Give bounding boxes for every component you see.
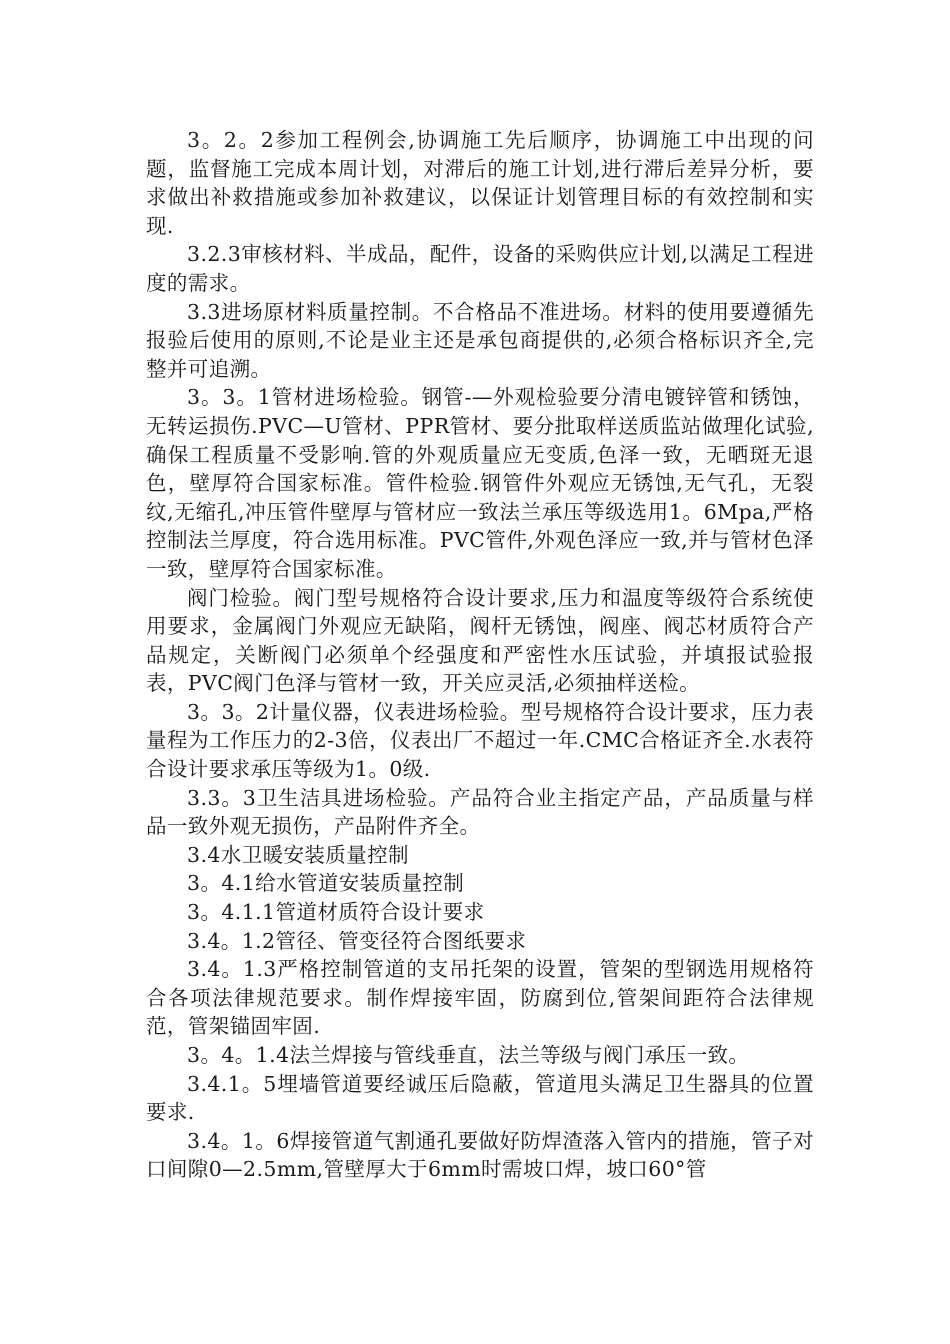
paragraph-3-3-2: 3。3。2计量仪器，仪表进场检验。型号规格符合设计要求，压力表量程为工作压力的2-3倍，仪表出厂不超过一年.CMC合格证齐全.水表符合设计要求承压等级为1。0级. xyxy=(146,699,814,782)
paragraph-3-4-1-3: 3.4。1.3严格控制管道的支吊托架的设置，管架的型钢选用规格符合各项法律规范要求。制作焊接牢固，防腐到位,管架间距符合法律规范，管架锚固牢固. xyxy=(146,957,814,1039)
document-body xyxy=(146,126,814,1184)
paragraph-3-2-3: 3.2.3审核材料、半成品，配件，设备的采购供应计划,以满足工程进度的需求。 xyxy=(146,242,814,295)
paragraph-3-3: 3.3进场原材料质量控制。不合格品不准进场。材料的使用要遵循先报验后使用的原则,不论是业主还是承包商提供的,必须合格标识齐全,完整并可追溯。 xyxy=(146,299,814,381)
paragraph-3-4-1-5: 3.4.1。5埋墙管道要经诚压后隐蔽，管道甩头满足卫生器具的位置要求. xyxy=(146,1071,814,1125)
paragraph-3-4-1-4: 3。4。1.4法兰焊接与管线垂直，法兰等级与阀门承压一致。 xyxy=(187,1043,750,1067)
paragraph-3-3-3: 3.3。3卫生洁具进场检验。产品符合业主指定产品，产品质量与样品一致外观无损伤，产品附件齐全。 xyxy=(146,785,814,839)
heading-3-4-1: 3。4.1给水管道安装质量控制 xyxy=(187,871,465,896)
paragraph-3-3-1: 3。3。1管材进场检验。钢管-—外观检验要分清电镀锌管和锈蚀，无转运损伤.PVC—U管材、PPR管材、要分批取样送质监站做理化试验,确保工程质量不受影响.管的外观质量应无变质,色泽一致，无晒斑无退色，壁厚符合国家标准。管件检验.钢管件外观应无锈蚀,无气孔，无裂纹,无缩孔,冲压管件壁厚与管材应一致法兰承压等级选用1。6Mpa,严格控制法兰厚度，符合选用标准。PVC管件,外观色泽应一致,并与管材色泽一致，壁厚符合国家标准。 xyxy=(146,385,814,581)
heading-3-4: 3.4水卫暖安装质量控制 xyxy=(187,842,409,867)
paragraph-valve-inspection: 阀门检验。阀门型号规格符合设计要求,压力和温度等级符合系统使用要求，金属阀门外观应无缺陷，阀杆无锈蚀，阀座、阀芯材质符合产品规定，关断阀门必须单个经强度和严密性水压试验，并填报试验报表，PVC阀门色泽与管材一致，开关应灵活,必须抽样送检。 xyxy=(146,585,814,696)
paragraph-3-2-2: 3。2。2参加工程例会,协调施工先后顺序，协调施工中出现的问题，监督施工完成本周计划，对滞后的施工计划,进行滞后差异分析，要求做出补救措施或参加补救建议，以保证计划管理目标的有效控制和实现. xyxy=(146,128,814,238)
paragraph-3-4-1-2: 3.4。1.2管径、管变径符合图纸要求 xyxy=(187,928,527,953)
paragraph-3-4-1-1: 3。4.1.1管道材质符合设计要求 xyxy=(187,900,485,925)
paragraph-3-4-1-6: 3.4。1。6焊接管道气割通孔要做好防焊渣落入管内的措施，管子对口间隙0—2.5mm,管壁厚大于6mm时需坡口焊，坡口60°管 xyxy=(146,1128,814,1182)
